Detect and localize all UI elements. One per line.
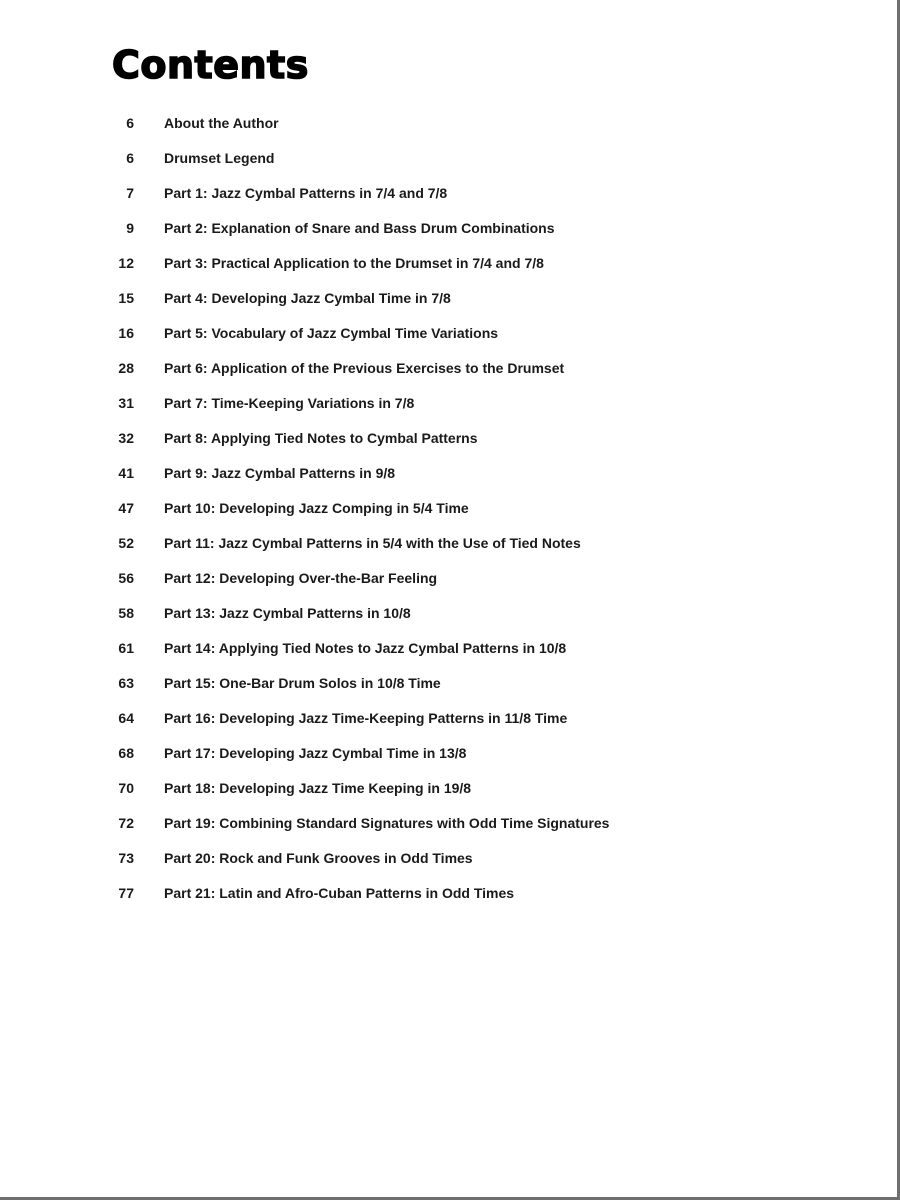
toc-entry-title: Part 18: Developing Jazz Time Keeping in 19/8 [164, 779, 472, 796]
toc-entry-title: Part 11: Jazz Cymbal Patterns in 5/4 with the Use of Tied Notes [164, 534, 581, 551]
toc-entry-title: Part 14: Applying Tied Notes to Jazz Cymbal Patterns in 10/8 [164, 639, 567, 656]
toc-page-number: 6 [126, 114, 134, 131]
toc-entry-title: Part 12: Developing Over-the-Bar Feeling [164, 569, 438, 586]
toc-page-number: 61 [118, 639, 134, 656]
toc-entry-title: Part 20: Rock and Funk Grooves in Odd Times [164, 849, 473, 866]
toc-entry-title: Part 16: Developing Jazz Time-Keeping Patterns in 11/8 Time [164, 709, 568, 726]
toc-page-number: 64 [118, 709, 134, 726]
toc-entry-title: Part 6: Application of the Previous Exercises to the Drumset [164, 359, 565, 376]
toc-entry-title: Part 2: Explanation of Snare and Bass Drum Combinations [164, 219, 555, 236]
toc-page-number: 16 [118, 324, 134, 341]
toc-entry [112, 210, 752, 245]
toc-entry [112, 455, 752, 490]
toc-entry-title: Part 19: Combining Standard Signatures with Odd Time Signatures [164, 814, 610, 831]
toc-page-number: 9 [126, 219, 134, 236]
toc-page-number: 52 [118, 534, 134, 551]
toc-page-number: 72 [118, 814, 134, 831]
toc-page-number: 31 [118, 394, 134, 411]
toc-entry [112, 175, 752, 210]
toc-entry-title: Part 1: Jazz Cymbal Patterns in 7/4 and 7/8 [164, 184, 448, 201]
toc-entry [112, 105, 752, 140]
toc-entry-title: Part 21: Latin and Afro-Cuban Patterns in Odd Times [164, 884, 515, 901]
toc-entry [112, 525, 752, 560]
toc-entry-title: Part 9: Jazz Cymbal Patterns in 9/8 [164, 464, 396, 481]
toc-entry [112, 595, 752, 630]
toc-page-number: 41 [118, 464, 134, 481]
toc-page-number: 7 [126, 184, 134, 201]
page-title: Contents [112, 43, 309, 87]
toc-page-number: 63 [118, 674, 134, 691]
toc-entry [112, 700, 752, 735]
toc-entry-title: Part 10: Developing Jazz Comping in 5/4 Time [164, 499, 469, 516]
toc-entry [112, 560, 752, 595]
toc-entry [112, 665, 752, 700]
toc-page-number: 15 [118, 289, 134, 306]
toc-page-number: 70 [118, 779, 134, 796]
toc-page-number: 6 [126, 149, 134, 166]
toc-entry-title: Part 8: Applying Tied Notes to Cymbal Patterns [164, 429, 478, 446]
toc-entry-title: Drumset Legend [164, 149, 275, 166]
toc-page-number: 47 [118, 499, 134, 516]
toc-entry [112, 385, 752, 420]
toc-page-number: 28 [118, 359, 134, 376]
toc-entry [112, 245, 752, 280]
table-of-contents [112, 105, 752, 910]
toc-entry [112, 875, 752, 910]
toc-entry [112, 350, 752, 385]
toc-entry [112, 280, 752, 315]
toc-entry-title: Part 4: Developing Jazz Cymbal Time in 7/8 [164, 289, 451, 306]
toc-entry-title: Part 13: Jazz Cymbal Patterns in 10/8 [164, 604, 411, 621]
toc-entry [112, 840, 752, 875]
toc-page-number: 73 [118, 849, 134, 866]
toc-entry-title: About the Author [164, 114, 279, 131]
toc-entry [112, 770, 752, 805]
toc-entry-title: Part 3: Practical Application to the Drumset in 7/4 and 7/8 [164, 254, 544, 271]
toc-page-number: 68 [118, 744, 134, 761]
toc-entry [112, 630, 752, 665]
toc-entry-title: Part 17: Developing Jazz Cymbal Time in 13/8 [164, 744, 467, 761]
toc-entry-title: Part 15: One-Bar Drum Solos in 10/8 Time [164, 674, 441, 691]
toc-entry [112, 315, 752, 350]
toc-entry [112, 490, 752, 525]
toc-page-number: 56 [118, 569, 134, 586]
toc-entry [112, 420, 752, 455]
toc-page-number: 32 [118, 429, 134, 446]
toc-entry [112, 140, 752, 175]
toc-entry [112, 735, 752, 770]
toc-page-number: 12 [118, 254, 134, 271]
toc-entry-title: Part 5: Vocabulary of Jazz Cymbal Time Variations [164, 324, 499, 341]
toc-entry [112, 805, 752, 840]
toc-page-number: 58 [118, 604, 134, 621]
toc-entry-title: Part 7: Time-Keeping Variations in 7/8 [164, 394, 415, 411]
toc-page-number: 77 [118, 884, 134, 901]
